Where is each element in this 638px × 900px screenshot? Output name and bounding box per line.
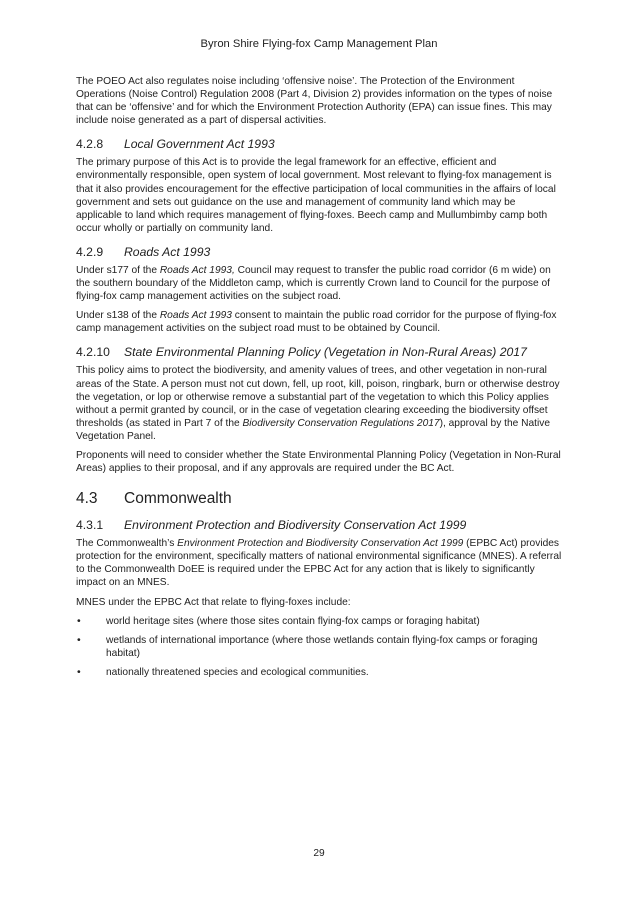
heading-number: 4.3	[76, 490, 98, 508]
heading-title: State Environmental Planning Policy (Vegetation in Non-Rural Areas) 2017	[124, 345, 527, 360]
heading-title: Local Government Act 1993	[124, 137, 275, 152]
regulation-name: Biodiversity Conservation Regulations 2017	[242, 417, 440, 429]
list-item: • nationally threatened species and ecological communities.	[77, 665, 369, 678]
heading-4-3	[76, 489, 564, 508]
bullet-icon: •	[77, 614, 81, 627]
act-name: Environment Protection and Biodiversity Conservation Act 1999	[177, 538, 464, 550]
heading-number: 4.2.9	[76, 244, 104, 259]
heading-title: Environment Protection and Biodiversity Conservation Act 1999	[124, 518, 467, 533]
heading-4-3-1	[76, 518, 564, 533]
bullet-icon: •	[77, 665, 81, 678]
mnes-list	[76, 615, 564, 679]
act-name: Roads Act 1993,	[159, 264, 235, 276]
heading-number: 4.2.10	[76, 345, 110, 360]
heading-title: Roads Act 1993	[124, 244, 211, 259]
paragraph-roads-s177: Under s177 of the Roads Act 1993, Council may request to transfer the public road corridor (6 m wide) on the southern boundary of the Middleton camp, which is currently Crown land to Council for the purpose of flying-fox camp management activities on the subject road.	[76, 264, 551, 303]
heading-number: 4.3.1	[76, 518, 104, 533]
paragraph-roads-s138: Under s138 of the Roads Act 1993 consent to maintain the public road corridor for the purpose of flying-fox camp management activities on the subject road must to be obtained by Council.	[76, 310, 557, 335]
list-item: • wetlands of international importance (where those wetlands contain flying-fox camps or foraging habitat)	[77, 633, 538, 659]
intro-paragraph: The POEO Act also regulates noise including ‘offensive noise’. The Protection of the Environment Operations (Noise Control) Regulation 2008 (Part 4, Division 2) provides information on the types of noise that can be ‘offensive’ and for which the Environment Protection Authority (EPA) can issue fines. This may include noise generated as a part of dispersal activities.	[76, 76, 553, 127]
page-number: 29	[313, 848, 325, 859]
paragraph-local-government: The primary purpose of this Act is to provide the legal framework for an effective, efficient and environmentally responsible, open system of local government. Most relevant to flying-fox management is that it also provides encouragement for the effective participation of local communities in the affairs of local government and sets out guidance on the use and management of community land which may be applicable to land which requires management of flying-foxes. Beech camp and Mullumbimby camp both occur wholly or partially on community land.	[76, 157, 556, 234]
bullet-icon: •	[77, 633, 81, 646]
act-name: Roads Act 1993	[159, 310, 232, 322]
list-item: • world heritage sites (where those sites contain flying-fox camps or foraging habitat)	[77, 614, 480, 627]
heading-4-2-8	[76, 137, 564, 152]
paragraph-epbc: The Commonwealth’s Environment Protection and Biodiversity Conservation Act 1999 (EPBC Act) provides protection for the environment, specifically matters of national environmental significance (MNES). A referral to the Commonwealth DoEE is required under the EPBC Act for any action that is likely to significantly impact on an MNES.	[76, 538, 562, 589]
heading-number: 4.2.8	[76, 137, 104, 152]
heading-4-2-10	[76, 345, 564, 360]
heading-title: Commonwealth	[124, 490, 232, 508]
page-content	[76, 75, 564, 685]
paragraph-sepp-aims: This policy aims to protect the biodiversity, and amenity values of trees, and other vegetation in non-rural areas of the State. A person must not cut down, fell, up root, kill, poison, ringbark, burn or otherwise destroy the vegetation, or lop or otherwise remove a substantial part of the vegetation to which this Policy applies without a permit granted by council, or in the case of vegetation clearing exceeding the biodiversity offset thresholds (as stated in Part 7 of the Biodiversity Conservation Regulations 2017), approval by the Native Vegetation Panel.	[76, 365, 560, 442]
paragraph-mnes-intro: MNES under the EPBC Act that relate to flying-foxes include:	[76, 596, 351, 608]
heading-4-2-9	[76, 245, 564, 260]
paragraph-sepp-proponents: Proponents will need to consider whether the State Environmental Planning Policy (Vegetation in Non-Rural Areas) applies to their proposal, and if any approvals are required under the BC Act.	[76, 449, 561, 475]
running-header: Byron Shire Flying-fox Camp Management Plan	[200, 38, 438, 50]
